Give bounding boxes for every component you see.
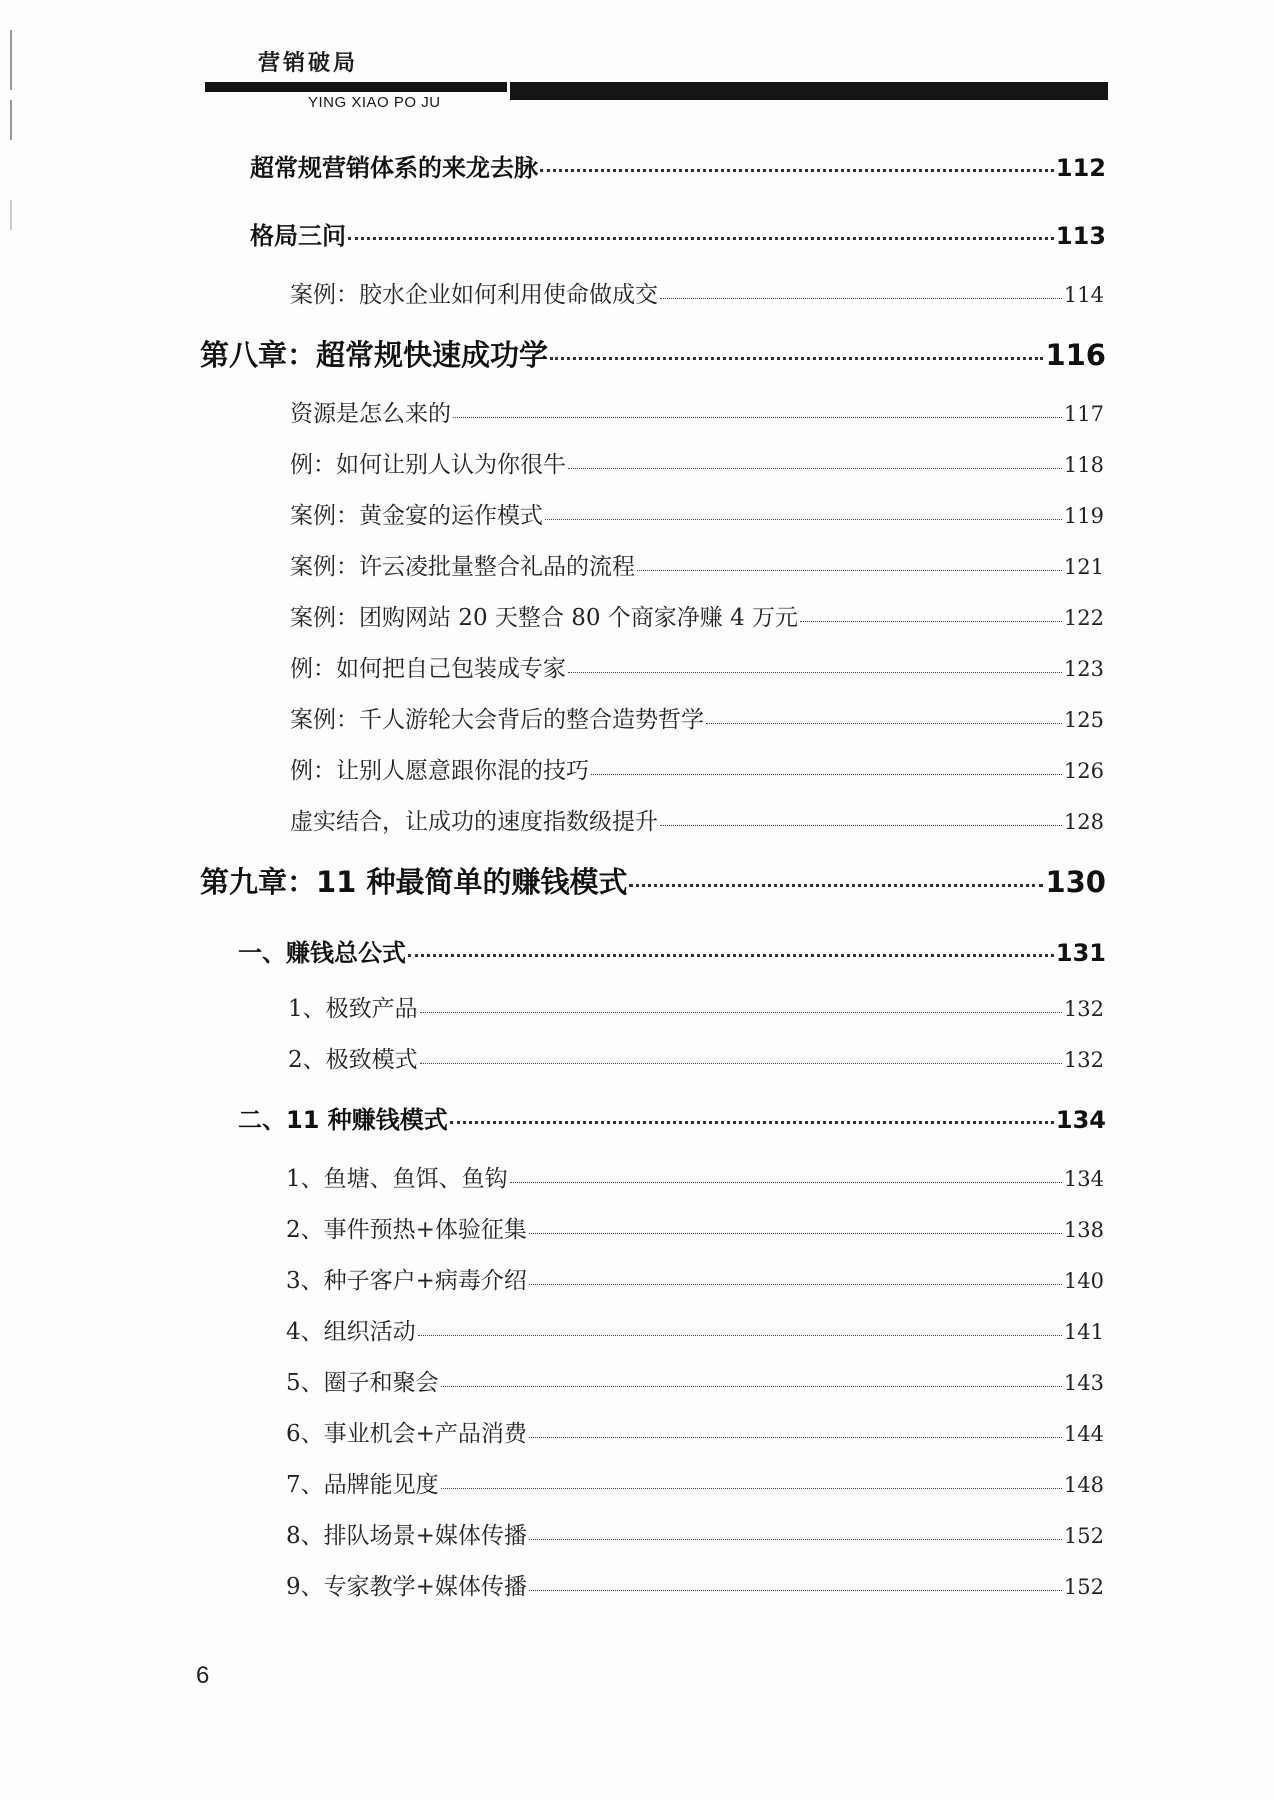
toc-entry[interactable]	[286, 1160, 1104, 1193]
dot-leader	[568, 653, 1062, 676]
toc-label: 1、鱼塘、鱼饵、鱼钩	[286, 1166, 508, 1192]
toc-label: 2、事件预热+体验征集	[286, 1217, 527, 1243]
running-header-title: 营销破局	[258, 51, 359, 76]
toc-page-number: 138	[1063, 1218, 1104, 1242]
toc-entry[interactable]	[290, 446, 1104, 479]
toc-page-number: 130	[1045, 865, 1106, 899]
toc-entry[interactable]	[290, 650, 1104, 683]
toc-page-number: 118	[1063, 453, 1104, 477]
dot-leader	[510, 1163, 1062, 1186]
toc-page-number: 152	[1063, 1524, 1104, 1548]
running-header-pinyin: YING XIAO PO JU	[308, 94, 441, 111]
toc-entry[interactable]	[290, 701, 1104, 734]
toc-entry[interactable]	[286, 1211, 1104, 1244]
toc-page-number: 125	[1063, 708, 1104, 732]
toc-label: 案例：许云凌批量整合礼品的流程	[290, 554, 635, 580]
toc-label: 第八章：超常规快速成功学	[200, 338, 549, 372]
scan-artifact	[10, 30, 12, 90]
toc-page-number: 123	[1063, 657, 1104, 681]
toc-entry[interactable]	[290, 752, 1104, 785]
toc-label: 3、种子客户+病毒介绍	[286, 1268, 527, 1294]
dot-leader	[529, 1571, 1062, 1594]
toc-label: 二、11 种赚钱模式	[238, 1106, 448, 1134]
toc-entry[interactable]	[290, 803, 1104, 836]
toc-entry[interactable]	[238, 1100, 1106, 1135]
dot-leader	[408, 937, 1054, 961]
toc-page-number: 131	[1055, 939, 1106, 967]
dot-leader	[800, 602, 1062, 625]
toc-entry[interactable]	[286, 1517, 1104, 1550]
toc-label: 6、事业机会+产品消费	[286, 1421, 527, 1447]
header-rule-thick	[510, 82, 1108, 100]
dot-leader	[529, 1520, 1062, 1543]
toc-page-number: 113	[1055, 222, 1106, 250]
toc-page-number: 121	[1063, 555, 1104, 579]
toc-entry[interactable]	[290, 497, 1104, 530]
dot-leader	[529, 1265, 1062, 1288]
toc-entry[interactable]	[286, 1313, 1104, 1346]
toc-page-number: 132	[1063, 1048, 1104, 1072]
toc-page-number: 116	[1045, 338, 1106, 372]
dot-leader	[529, 1418, 1062, 1441]
toc-label: 案例：千人游轮大会背后的整合造势哲学	[290, 707, 704, 733]
toc-page-number: 144	[1063, 1422, 1104, 1446]
dot-leader	[540, 152, 1054, 176]
toc-label: 8、排队场景+媒体传播	[286, 1523, 527, 1549]
dot-leader	[441, 1367, 1062, 1390]
toc-entry[interactable]	[286, 1415, 1104, 1448]
toc-entry[interactable]	[286, 1568, 1104, 1601]
toc-label: 一、赚钱总公式	[238, 939, 406, 967]
toc-entry[interactable]	[286, 1466, 1104, 1499]
dot-leader	[453, 398, 1062, 421]
dot-leader	[420, 1044, 1062, 1067]
toc-entry[interactable]	[250, 216, 1106, 251]
dot-leader	[348, 220, 1054, 244]
toc-label: 资源是怎么来的	[290, 401, 451, 427]
toc-label: 案例：团购网站 20 天整合 80 个商家净赚 4 万元	[290, 605, 799, 631]
scan-artifact	[10, 200, 12, 230]
toc-label: 第九章：11 种最简单的赚钱模式	[200, 865, 628, 899]
dot-leader	[660, 806, 1062, 829]
toc-entry-chapter[interactable]	[200, 333, 1106, 374]
toc-entry[interactable]	[250, 148, 1106, 183]
dot-leader	[450, 1104, 1054, 1128]
dot-leader	[441, 1469, 1062, 1492]
page-number: 6	[196, 1662, 210, 1689]
toc-label: 虚实结合，让成功的速度指数级提升	[290, 809, 658, 835]
toc-label: 1、极致产品	[288, 996, 418, 1022]
dot-leader	[591, 755, 1062, 778]
toc-page-number: 148	[1063, 1473, 1104, 1497]
toc-label: 例：如何把自己包装成专家	[290, 656, 566, 682]
toc-entry[interactable]	[288, 990, 1104, 1023]
toc-label: 9、专家教学+媒体传播	[286, 1574, 527, 1600]
toc-entry[interactable]	[238, 933, 1106, 968]
toc-page-number: 134	[1063, 1167, 1104, 1191]
dot-leader	[420, 993, 1062, 1016]
toc-label: 例：让别人愿意跟你混的技巧	[290, 758, 589, 784]
toc-page-number: 141	[1063, 1320, 1104, 1344]
toc-entry[interactable]	[286, 1262, 1104, 1295]
toc-page-number: 126	[1063, 759, 1104, 783]
toc-page-number: 152	[1063, 1575, 1104, 1599]
dot-leader	[629, 863, 1043, 892]
toc-page-number: 128	[1063, 810, 1104, 834]
header-rule-thin	[205, 82, 507, 92]
toc-page-number: 117	[1063, 402, 1104, 426]
dot-leader	[706, 704, 1062, 727]
toc-label: 2、极致模式	[288, 1047, 418, 1073]
dot-leader	[545, 500, 1062, 523]
dot-leader	[637, 551, 1062, 574]
dot-leader	[529, 1214, 1062, 1237]
toc-entry[interactable]	[290, 548, 1104, 581]
toc-label: 例：如何让别人认为你很牛	[290, 452, 566, 478]
toc-label: 7、品牌能见度	[286, 1472, 439, 1498]
toc-entry[interactable]	[288, 1041, 1104, 1074]
toc-entry-chapter[interactable]	[200, 860, 1106, 901]
toc-entry[interactable]	[290, 395, 1104, 428]
toc-page-number: 140	[1063, 1269, 1104, 1293]
toc-label: 格局三问	[250, 222, 346, 250]
toc-label: 案例：胶水企业如何利用使命做成交	[290, 282, 658, 308]
toc-label: 5、圈子和聚会	[286, 1370, 439, 1396]
toc-page-number: 119	[1063, 504, 1104, 528]
toc-page-number: 122	[1063, 606, 1104, 630]
dot-leader	[550, 336, 1043, 365]
toc-page-number: 134	[1055, 1106, 1106, 1134]
scan-artifact	[10, 100, 12, 140]
dot-leader	[418, 1316, 1062, 1339]
toc-label: 4、组织活动	[286, 1319, 416, 1345]
toc-label: 案例：黄金宴的运作模式	[290, 503, 543, 529]
toc-page-number: 114	[1063, 283, 1104, 307]
dot-leader	[568, 449, 1062, 472]
toc-entry[interactable]	[290, 599, 1104, 632]
toc-label: 超常规营销体系的来龙去脉	[250, 154, 538, 182]
toc-page-number: 132	[1063, 997, 1104, 1021]
toc-page-number: 112	[1055, 154, 1106, 182]
dot-leader	[660, 279, 1062, 302]
toc-page-number: 143	[1063, 1371, 1104, 1395]
toc-entry[interactable]	[290, 276, 1104, 309]
toc-entry[interactable]	[286, 1364, 1104, 1397]
